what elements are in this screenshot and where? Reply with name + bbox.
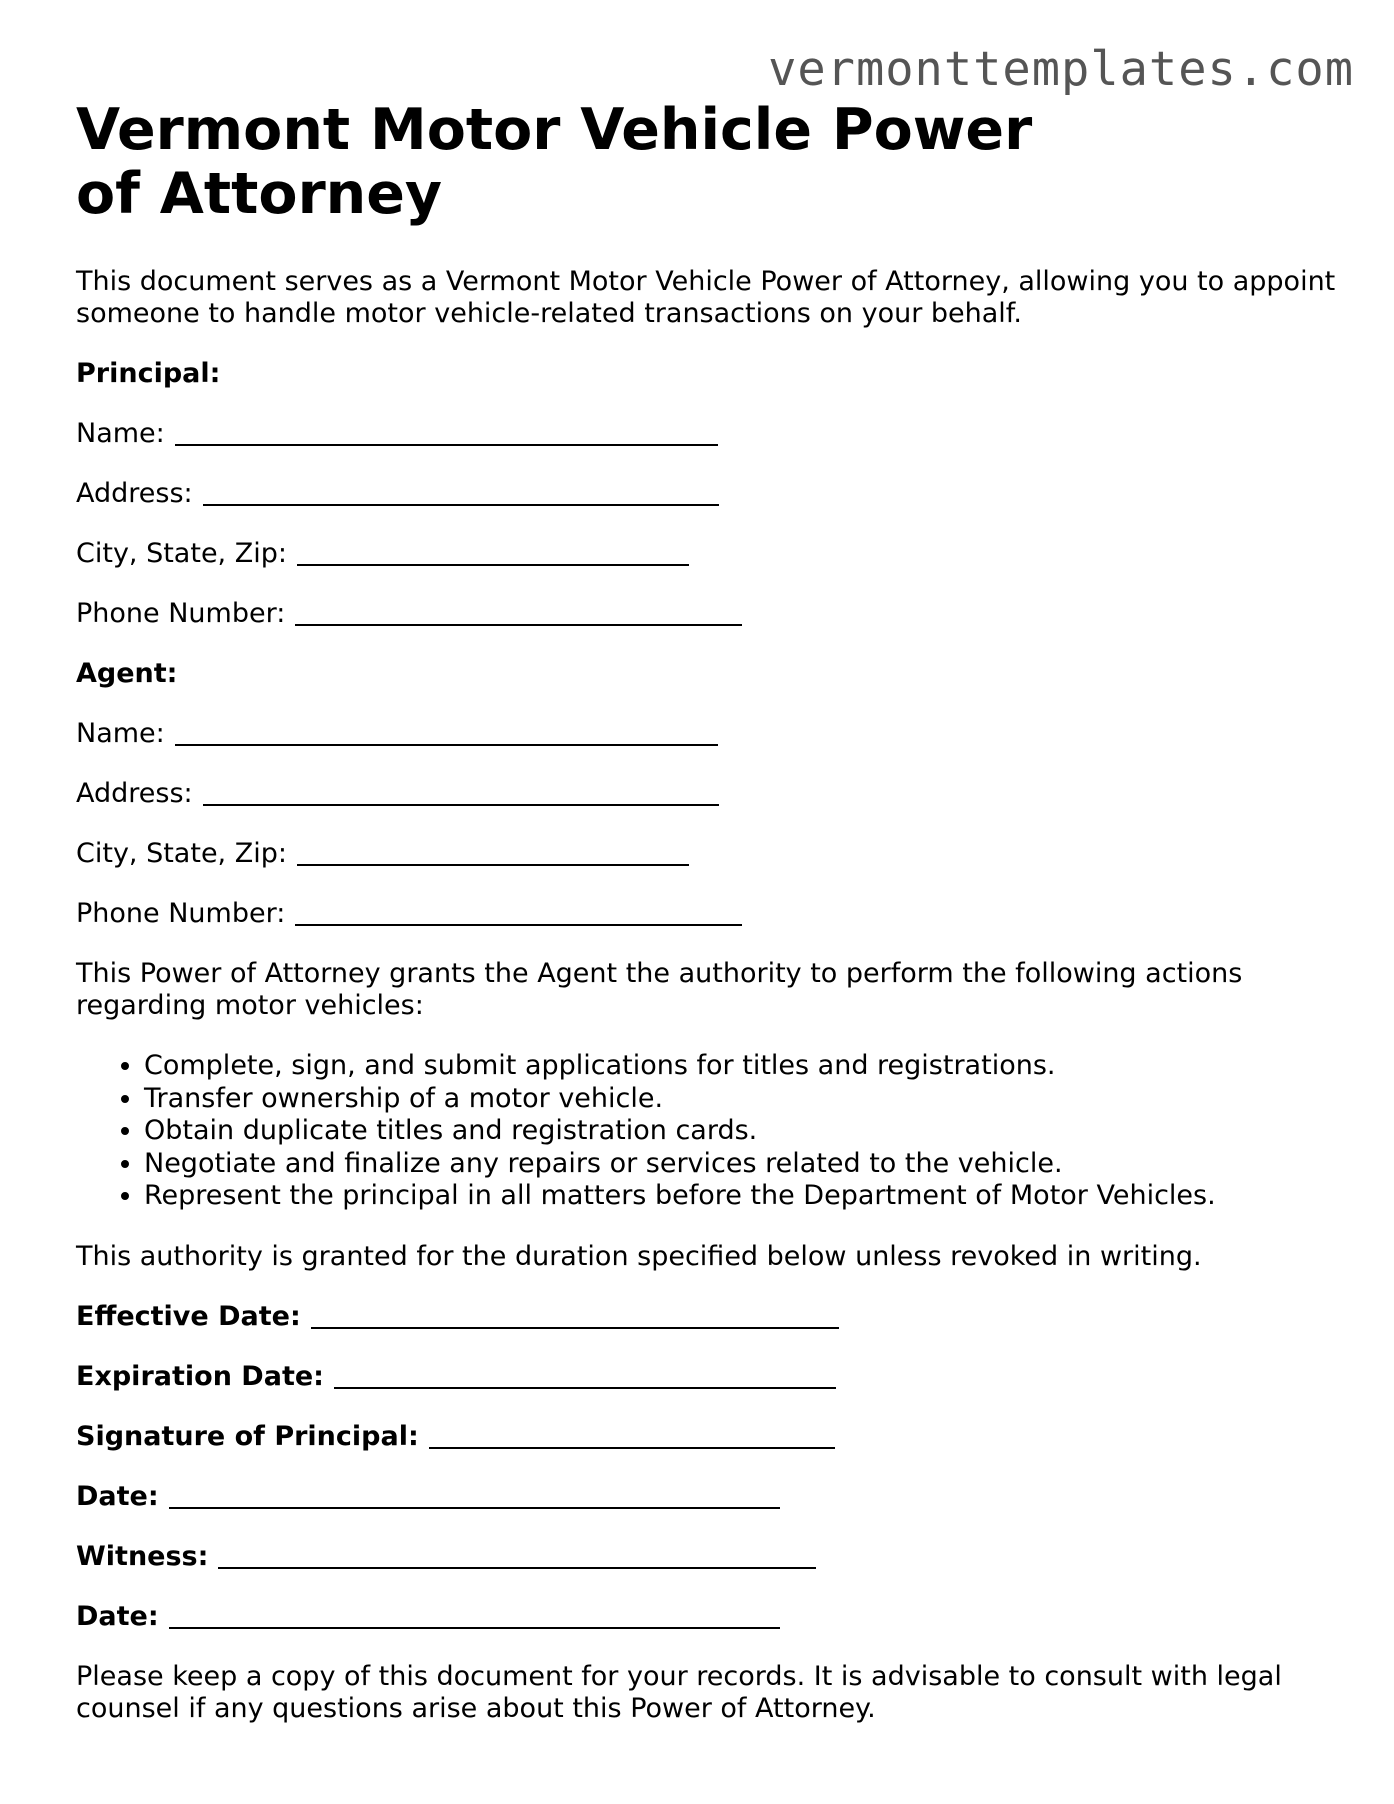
agent-phone-field [76,898,1336,930]
agent-phone-line[interactable] [295,902,742,926]
principal-heading: Principal: [76,358,221,389]
date-line-1[interactable] [169,1485,780,1509]
intro-paragraph: This document serves as a Vermont Motor Vehicle Power of Attorney, allowing you to appoint someone to handle motor vehicle-related transactions on your behalf. [76,266,1336,329]
principal-address-line[interactable] [203,482,719,506]
agent-name-label: Name: [76,718,165,749]
signature-field [76,1421,1336,1453]
list-item: • Represent the principal in all matters before the Department of Motor Vehicles. [144,1180,1336,1213]
list-item: • Transfer ownership of a motor vehicle. [144,1083,1336,1116]
principal-city-field [76,538,1336,570]
document-page [76,98,1336,1725]
agent-address-field [76,778,1336,810]
list-item: • Negotiate and finalize any repairs or services related to the vehicle. [144,1148,1336,1181]
principal-city-label: City, State, Zip: [76,538,287,569]
witness-field [76,1541,1336,1573]
principal-phone-label: Phone Number: [76,598,286,629]
principal-phone-field [76,598,1336,630]
principal-phone-line[interactable] [295,602,742,626]
date-label-2: Date: [76,1600,159,1632]
agent-city-label: City, State, Zip: [76,838,287,869]
expiration-date-label: Expiration Date: [76,1360,324,1392]
principal-name-field [76,418,1336,450]
date-field-2 [76,1601,1336,1633]
effective-date-field [76,1301,1336,1333]
agent-address-label: Address: [76,778,193,809]
duration-paragraph: This authority is granted for the duration specified below unless revoked in writing. [76,1240,1202,1272]
list-item: • Complete, sign, and submit applications for titles and registrations. [144,1050,1336,1083]
grant-paragraph: This Power of Attorney grants the Agent the authority to perform the following actions regarding motor vehicles: [76,958,1243,1021]
agent-address-line[interactable] [203,782,719,806]
list-item: • Obtain duplicate titles and registration cards. [144,1115,1336,1148]
document-title: Vermont Motor Vehicle Power of Attorney [76,97,1033,227]
signature-line[interactable] [429,1425,835,1449]
witness-line[interactable] [218,1545,816,1569]
effective-date-line[interactable] [311,1305,839,1329]
watermark: vermonttemplates.com [768,42,1354,97]
expiration-date-line[interactable] [334,1365,836,1389]
actions-list [76,1050,1336,1213]
closing-paragraph: Please keep a copy of this document for your records. It is advisable to consult with legal counsel if any questions arise about this Power of Attorney. [76,1660,1282,1724]
agent-name-line[interactable] [175,722,718,746]
principal-name-line[interactable] [175,422,718,446]
principal-address-label: Address: [76,478,193,509]
principal-city-line[interactable] [297,542,689,566]
agent-phone-label: Phone Number: [76,898,286,929]
principal-address-field [76,478,1336,510]
date-line-2[interactable] [169,1605,780,1629]
expiration-date-field [76,1361,1336,1393]
signature-label: Signature of Principal: [76,1420,419,1452]
principal-name-label: Name: [76,418,165,449]
date-label-1: Date: [76,1480,159,1512]
agent-name-field [76,718,1336,750]
agent-heading: Agent: [76,658,178,689]
agent-city-line[interactable] [297,842,689,866]
date-field-1 [76,1481,1336,1513]
effective-date-label: Effective Date: [76,1300,301,1332]
agent-city-field [76,838,1336,870]
witness-label: Witness: [76,1540,209,1572]
